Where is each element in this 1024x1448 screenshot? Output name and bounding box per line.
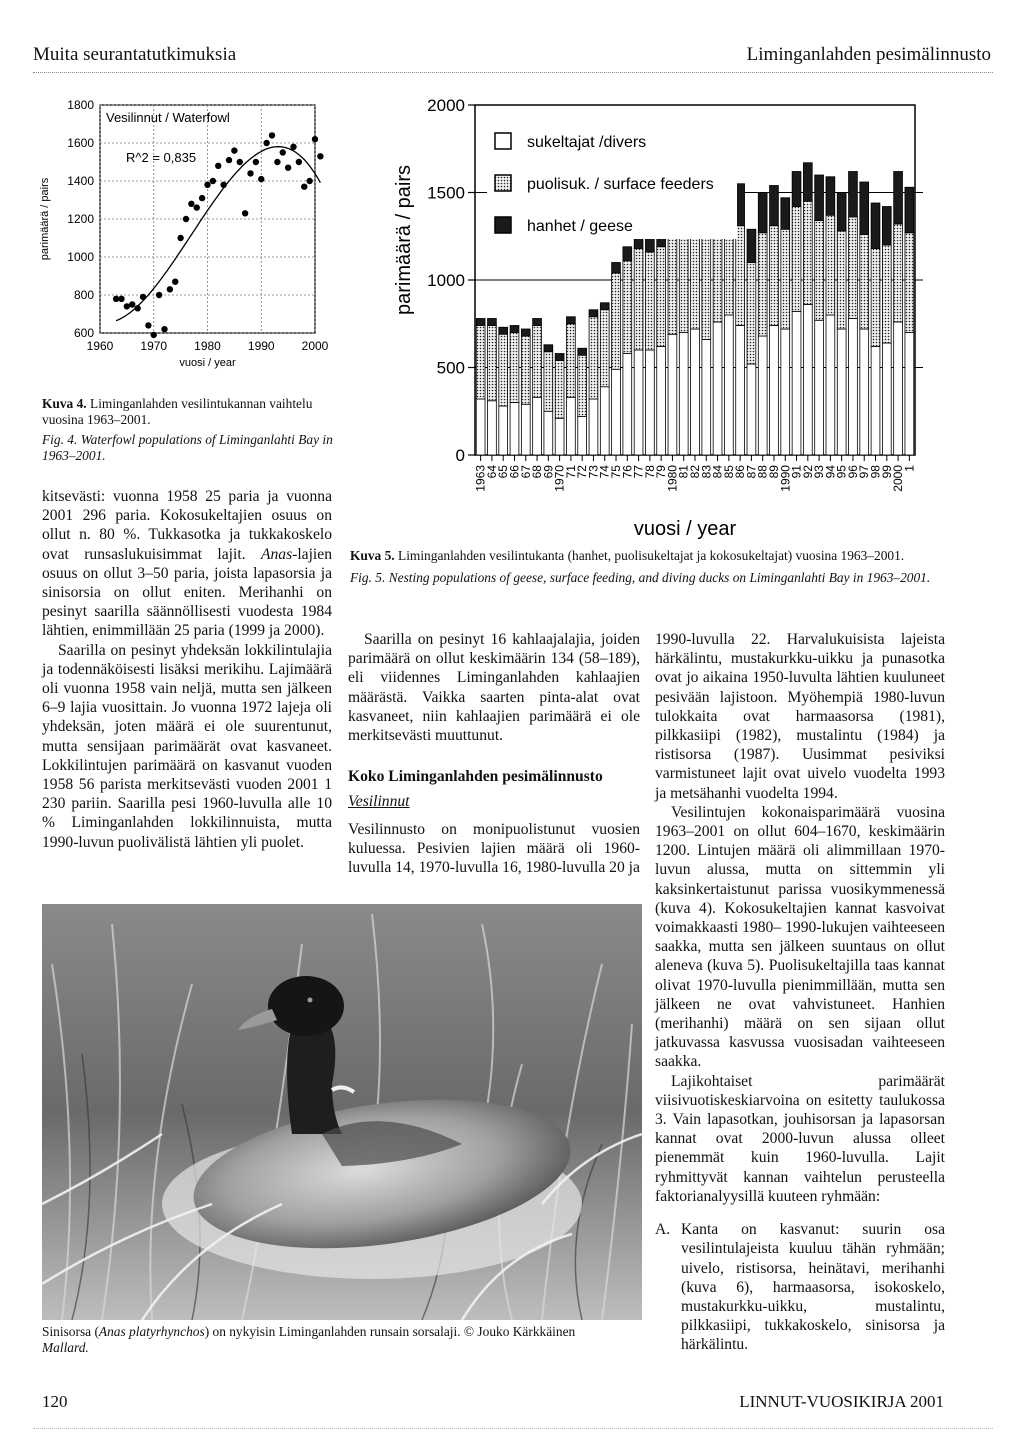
- data-point: [317, 153, 323, 159]
- bar-segment-surface-feeders: [578, 355, 587, 416]
- y-tick-label: 2000: [427, 96, 465, 115]
- data-point: [172, 279, 178, 285]
- bar-segment-geese: [849, 172, 858, 218]
- data-point: [231, 147, 237, 153]
- figure-4-label-fi: Kuva 4.: [42, 396, 87, 411]
- photo-caption: [42, 1324, 642, 1356]
- bar-segment-surface-feeders: [533, 326, 542, 398]
- text-run: -lajien osuus on ollut 3–50 paria, joista lapasorsia ja sinisorsia on ollut eniten. Merihanhi on pesinyt saarilla säännöllisesti vuodesta 1984 lähtien, enimmillään 25 paria (1999 ja 2000).: [42, 545, 332, 640]
- figure-5-label-en: Fig. 5.: [350, 570, 386, 585]
- x-tick-label: 95: [834, 465, 849, 479]
- bar-segment-surface-feeders: [566, 324, 575, 398]
- x-tick-label: 96: [845, 465, 860, 479]
- y-tick-label: 1800: [67, 98, 94, 112]
- data-point: [199, 195, 205, 201]
- x-tick-label: 2000: [891, 465, 906, 492]
- bar-segment-geese: [488, 319, 497, 326]
- legend: [487, 117, 737, 239]
- bar-segment-geese: [555, 354, 564, 361]
- paragraph: Vesilintujen kokonaisparimäärä vuosina 1963–2001 on ollut 604–1670, keskimäärin 1200. Lintujen määrä oli alimmillaan 1970-luvun alussa, mutta on sittemmin yli kaksinkertaistunut parissa vuosikymmenessä (kuva 4). Kokosukeltajien kannat kasvoivat voimakkaasti 1980– 1990-lukujen vaihteeseen saakka, mutta sen jälkeen suuntaus on ollut aleneva (kuva 5). Puolisukeltajilla taas kannat olivat 1970-luvulla pienimmillään, mutta sen jälkeen ne ovat vahvistuneet. Hanhien (merihanhi) määrä on sen sijaan ollut jatkuvassa kasvussa vuosisadan vaihteeseen saakka.: [655, 803, 945, 1071]
- x-tick-label: 91: [789, 465, 804, 479]
- bar-segment-surface-feeders: [837, 231, 846, 329]
- bar-segment-geese: [860, 182, 869, 235]
- species-name: Anas platyrhynchos: [98, 1324, 205, 1339]
- section-title: Koko Liminganlahden pesimälinnusto: [348, 768, 603, 786]
- r-squared-annotation: R^2 = 0,835: [126, 150, 197, 165]
- bar-segment-divers: [713, 322, 722, 455]
- bar-segment-geese: [736, 184, 745, 226]
- bar-segment-surface-feeders: [544, 352, 553, 412]
- data-point: [237, 159, 243, 165]
- bar-segment-surface-feeders: [770, 226, 779, 326]
- bar-segment-geese: [623, 247, 632, 261]
- data-point: [269, 132, 275, 138]
- bar-segment-divers: [623, 354, 632, 456]
- bar-segment-surface-feeders: [871, 249, 880, 347]
- y-axis-label: parimäärä / pairs: [39, 177, 51, 261]
- bar-segment-surface-feeders: [476, 326, 485, 400]
- data-point: [156, 292, 162, 298]
- bar-segment-geese: [476, 319, 485, 326]
- bar-segment-surface-feeders: [702, 238, 711, 340]
- data-point: [188, 201, 194, 207]
- data-point: [312, 136, 318, 142]
- data-point: [285, 165, 291, 171]
- bar-segment-surface-feeders: [781, 229, 790, 329]
- bar-segment-surface-feeders: [882, 245, 891, 343]
- data-point: [220, 182, 226, 188]
- bar-segment-divers: [521, 404, 530, 455]
- bar-segment-geese: [521, 329, 530, 336]
- bar-segment-geese: [826, 177, 835, 216]
- x-tick-label: 1990: [247, 339, 275, 353]
- bar-segment-surface-feeders: [488, 326, 497, 401]
- data-point: [194, 204, 200, 210]
- bar-segment-surface-feeders: [521, 336, 530, 404]
- bar-segment-divers: [691, 329, 700, 455]
- paragraph: Lajikohtaiset parimäärät viisivuotiskeskiarvoina on esitetty taulukossa 3. Vain lapasotkan, jouhisorsan ja lapasorsan kannat ovat 2000-luvun alussa olleet pienemmät kuin 1960-luvulla. Lajit ryhmittyvät kannan vaihtelun perusteella faktorianalyysillä kuuteen ryhmään:: [655, 1072, 945, 1205]
- data-point: [215, 163, 221, 169]
- bar-segment-divers: [600, 387, 609, 455]
- x-tick-label: 76: [620, 465, 635, 479]
- data-point: [301, 184, 307, 190]
- bar-segment-divers: [826, 315, 835, 455]
- data-point: [226, 157, 232, 163]
- bar-segment-divers: [679, 333, 688, 456]
- x-tick-label: 64: [484, 465, 499, 479]
- data-point: [274, 159, 280, 165]
- bar-segment-geese: [781, 198, 790, 230]
- figure-4-caption: [42, 396, 342, 464]
- x-tick-label: 65: [496, 465, 511, 479]
- bar-segment-geese: [792, 172, 801, 207]
- bar-segment-divers: [849, 319, 858, 456]
- figure-5-label-fi: Kuva 5.: [350, 548, 395, 563]
- bar-segment-geese: [566, 317, 575, 324]
- x-tick-label: 86: [733, 465, 748, 479]
- bar-segment-divers: [499, 406, 508, 455]
- x-tick-label: 69: [541, 465, 556, 479]
- x-tick-label: 68: [530, 465, 545, 479]
- bar-segment-surface-feeders: [634, 249, 643, 351]
- chart-title: Vesilinnut / Waterfowl: [106, 110, 230, 125]
- text-run: ) on nykyisin Liminganlahden runsain sorsalaji. © Jouko Kärkkäinen: [204, 1324, 576, 1339]
- y-tick-label: 800: [73, 288, 94, 302]
- x-tick-label: 1970: [140, 339, 168, 353]
- bar-segment-divers: [871, 347, 880, 456]
- x-tick-label: 87: [744, 465, 759, 479]
- bar-segment-surface-feeders: [600, 310, 609, 387]
- bar-segment-geese: [589, 310, 598, 317]
- data-point: [161, 326, 167, 332]
- x-tick-label: 73: [586, 465, 601, 479]
- figure-4-caption-fi: Liminganlahden vesilintukannan vaihtelu vuosina 1963–2001.: [42, 396, 313, 427]
- bar-segment-geese: [510, 326, 519, 333]
- x-tick-label: 67: [518, 465, 533, 479]
- bar-segment-divers: [860, 329, 869, 455]
- bar-segment-surface-feeders: [589, 317, 598, 399]
- bar-segment-surface-feeders: [657, 247, 666, 347]
- data-point: [177, 235, 183, 241]
- x-tick-label: 93: [812, 465, 827, 479]
- x-tick-label: 89: [766, 465, 781, 479]
- column-1-text: [42, 487, 332, 852]
- bar-segment-surface-feeders: [803, 201, 812, 304]
- bar-segment-geese: [837, 193, 846, 232]
- x-tick-label: 83: [699, 465, 714, 479]
- legend-surface-feeders-swatch: [495, 175, 511, 191]
- x-tick-label: 74: [597, 465, 612, 479]
- bar-segment-divers: [792, 312, 801, 456]
- data-point: [151, 332, 157, 338]
- data-point: [247, 170, 253, 176]
- data-point: [145, 322, 151, 328]
- bar-segment-divers: [702, 340, 711, 456]
- bar-segment-divers: [657, 347, 666, 456]
- bar-segment-surface-feeders: [849, 217, 858, 319]
- bar-segment-divers: [668, 334, 677, 455]
- data-point: [306, 178, 312, 184]
- data-point: [290, 144, 296, 150]
- legend-surface-feeders-label: puolisuk. / surface feeders: [527, 176, 714, 193]
- y-axis-label: parimäärä / pairs: [393, 164, 415, 316]
- x-tick-label: 99: [879, 465, 894, 479]
- y-tick-label: 1600: [67, 136, 94, 150]
- x-tick-label: 1963: [473, 465, 488, 492]
- data-point: [242, 210, 248, 216]
- y-tick-label: 0: [455, 446, 465, 465]
- data-point: [258, 176, 264, 182]
- bar-segment-surface-feeders: [792, 207, 801, 312]
- x-tick-label: 1980: [194, 339, 221, 353]
- x-tick-label: 88: [755, 465, 770, 479]
- x-tick-label: 92: [800, 465, 815, 479]
- bar-segment-surface-feeders: [555, 361, 564, 419]
- genus-name: Anas: [260, 545, 293, 563]
- bar-segment-surface-feeders: [499, 334, 508, 406]
- bar-segment-geese: [499, 327, 508, 334]
- text-run: Sinisorsa (: [42, 1324, 99, 1339]
- x-tick-label: 82: [688, 465, 702, 479]
- list-marker: A.: [655, 1221, 671, 1239]
- figure-5-caption: [350, 548, 950, 586]
- bar-segment-divers: [634, 350, 643, 455]
- x-tick-label: 97: [857, 465, 872, 479]
- bar-segment-surface-feeders: [815, 221, 824, 321]
- bar-segment-surface-feeders: [623, 261, 632, 354]
- bar-segment-geese: [544, 345, 553, 352]
- bar-segment-surface-feeders: [758, 233, 767, 336]
- bar-segment-surface-feeders: [679, 235, 688, 333]
- x-axis-label: vuosi / year: [179, 357, 236, 369]
- x-tick-label: 79: [654, 465, 669, 479]
- figure-5-caption-en: Nesting populations of geese, surface feeding, and diving ducks on Liminganlahti Bay in 1963–2001.: [388, 570, 931, 585]
- bar-segment-geese: [894, 172, 903, 225]
- legend-divers-label: sukeltajat /divers: [527, 134, 647, 151]
- data-point: [296, 159, 302, 165]
- bar-segment-geese: [815, 175, 824, 221]
- bar-segment-divers: [781, 329, 790, 455]
- bar-segment-divers: [544, 411, 553, 455]
- bar-segment-surface-feeders: [612, 273, 621, 369]
- footer-rule: [33, 1428, 993, 1429]
- bar-segment-divers: [837, 329, 846, 455]
- bar-segment-divers: [578, 417, 587, 456]
- bar-segment-divers: [758, 336, 767, 455]
- x-tick-label: 94: [823, 465, 838, 479]
- paragraph: Saarilla on pesinyt yhdeksän lokkilintulajia ja todennäköisesti lisäksi merikihu. Lajimäärä oli vuonna 1958 vain neljä, mutta sen jälkeen 6–9 lajia vuosittain. Jo vuonna 1972 lajeja oli yhdeksän, joten määrä ei ole suurentunut, mutta sensijaan parimäärät ovat kasvaneet. Lokkilintujen parimäärä on kasvanut vuoden 1958 56 parista merkitsevästi vuoden 2001 1 230 pariin. Saarilla pesi 1960-luvulla alle 10 % Liminganlahden lokkilinnuista, mutta 1990-luvun puolivälistä lähtien yli puolet.: [42, 641, 332, 851]
- bar-segment-geese: [882, 207, 891, 246]
- bar-segment-divers: [589, 399, 598, 455]
- bar-segment-geese: [578, 348, 587, 355]
- figure-4-chart: [30, 95, 360, 385]
- list-item-a: [655, 1220, 945, 1354]
- data-point: [129, 301, 135, 307]
- y-tick-label: 500: [436, 358, 465, 378]
- bar-segment-divers: [645, 350, 654, 455]
- x-tick-label: 2000: [301, 339, 329, 353]
- bar-segment-divers: [770, 326, 779, 456]
- x-tick-label: 1970: [552, 465, 567, 492]
- bar-segment-divers: [533, 397, 542, 455]
- x-tick-label: 1: [902, 465, 917, 472]
- running-header-left: Muita seurantatutkimuksia: [33, 44, 237, 65]
- bar-segment-surface-feeders: [668, 229, 677, 334]
- data-point: [134, 305, 140, 311]
- legend-geese-swatch: [495, 217, 511, 233]
- x-tick-label: 1990: [778, 465, 793, 492]
- paragraph: [42, 487, 332, 641]
- bar-segment-divers: [476, 399, 485, 455]
- journal-title: LINNUT-VUOSIKIRJA 2001: [739, 1392, 944, 1411]
- bar-segment-surface-feeders: [747, 263, 756, 365]
- mallard-photo: [42, 904, 642, 1320]
- header-rule: [33, 72, 993, 73]
- bar-segment-surface-feeders: [905, 233, 914, 333]
- x-tick-label: 72: [575, 465, 590, 479]
- bar-segment-geese: [533, 319, 542, 326]
- x-axis-label: vuosi / year: [633, 518, 737, 540]
- bar-segment-geese: [758, 193, 767, 233]
- paragraph: Saarilla on pesinyt 16 kahlaajalajia, joiden parimäärä on ollut keskimäärin 134 (58–189), eli viidennes Liminganlahden kahlaajien määrästä. Vaikka saarten pinta-alat ovat kasvaneet, niin kahlaajien parimäärä ei ole merkitsevästi muuttunut.: [348, 631, 640, 745]
- bar-segment-divers: [803, 305, 812, 456]
- x-tick-label: 77: [631, 465, 646, 479]
- bar-segment-surface-feeders: [645, 252, 654, 350]
- y-tick-label: 1500: [427, 183, 465, 203]
- bar-segment-divers: [736, 326, 745, 456]
- x-tick-label: 85: [721, 465, 736, 479]
- running-header-right: Liminganlahden pesimälinnusto: [746, 44, 991, 65]
- y-tick-label: 1200: [67, 212, 94, 226]
- x-tick-label: 98: [868, 465, 883, 479]
- figure-5-caption-fi: Liminganlahden vesilintukanta (hanhet, puolisukeltajat ja kokosukeltajat) vuosina 1963–2001.: [398, 548, 905, 563]
- bar-segment-surface-feeders: [826, 215, 835, 315]
- page-number: 120: [42, 1392, 68, 1411]
- paragraph: 1990-luvulla 22. Harvalukuisista lajeista härkälintu, mustakurkku-uikku ja punasotka ovat jo aikaina 1950-luvulta lähtien kuuluneet pesivään lajistoon. Myöhempiä 1980-luvun tulokkaita ovat harmaasorsa (1981), pilkkasiipi (1982), mustalintu (1984) ja ristisorsa (1987). Uusimmat pesiviksi varmistuneet lajit ovat uivelo vuodelta 1993 ja metsähanhi vuodelta 1994.: [655, 631, 945, 802]
- data-point: [263, 140, 269, 146]
- bar-segment-divers: [566, 397, 575, 455]
- bar-segment-geese: [803, 163, 812, 202]
- bar-segment-divers: [724, 315, 733, 455]
- column-2-text: [348, 630, 640, 877]
- data-point: [118, 296, 124, 302]
- subsection-title: Vesilinnut: [348, 793, 410, 811]
- photo-caption-en: Mallard.: [42, 1340, 89, 1355]
- bar-segment-surface-feeders: [860, 235, 869, 330]
- bar-segment-divers: [882, 343, 891, 455]
- legend-divers-swatch: [495, 133, 511, 149]
- y-tick-label: 1400: [67, 174, 94, 188]
- y-tick-label: 600: [73, 326, 94, 340]
- text-run: kitsevästi: vuonna 1958 25 paria ja vuonna 2001 296 paria. Kokosukeltajien osuus on ollut n. 80 %. Tukkasotka ja tukkakoskelo ovat runsaslukuisimmat lajit.: [42, 488, 332, 563]
- data-point: [183, 216, 189, 222]
- data-point: [210, 178, 216, 184]
- x-tick-label: 66: [507, 465, 522, 479]
- bar-segment-divers: [894, 322, 903, 455]
- bar-segment-divers: [815, 320, 824, 455]
- paragraph: Vesilinnusto on monipuolistunut vuosien kuluessa. Pesivien lajien määrä oli 1960-luvulla 14, 1970-luvulla 16, 1980-luvulla 20 ja: [348, 820, 640, 877]
- legend-geese-label: hanhet / geese: [527, 218, 633, 235]
- bar-segment-divers: [488, 401, 497, 455]
- data-point: [204, 182, 210, 188]
- data-point: [140, 294, 146, 300]
- bar-segment-divers: [905, 333, 914, 456]
- data-point: [280, 149, 286, 155]
- x-tick-label: 75: [609, 465, 624, 479]
- bar-segment-divers: [747, 364, 756, 455]
- x-tick-label: 78: [642, 465, 657, 479]
- x-tick-label: 84: [710, 465, 725, 479]
- x-tick-label: 1980: [665, 465, 680, 492]
- y-tick-label: 1000: [427, 271, 465, 290]
- list-text: Kanta on kasvanut: suurin osa vesilintulajeista kuuluu tähän ryhmään; uivelo, ristisorsa, heinätavi, merihanhi (kuva 6), harmaasorsa, isokoskelo, mustakurkku-uikku, mustalintu, pilkkasiipi, tukkakoskelo, sinisorsa ja härkälintu.: [681, 1221, 945, 1354]
- x-tick-label: 81: [676, 465, 691, 479]
- bar-segment-geese: [612, 263, 621, 274]
- bar-segment-divers: [612, 369, 621, 455]
- bar-segment-divers: [510, 403, 519, 456]
- bar-segment-surface-feeders: [736, 226, 745, 326]
- figure-4-label-en: Fig. 4.: [42, 432, 78, 447]
- data-point: [167, 286, 173, 292]
- x-tick-label: 1960: [86, 339, 114, 353]
- column-3-text: [655, 630, 945, 1355]
- bar-segment-geese: [871, 203, 880, 249]
- data-point: [253, 159, 259, 165]
- bar-segment-geese: [747, 229, 756, 262]
- bar-segment-geese: [600, 303, 609, 310]
- figure-5-chart: [380, 95, 940, 545]
- bar-segment-geese: [905, 187, 914, 233]
- bar-segment-surface-feeders: [894, 224, 903, 322]
- bar-segment-geese: [770, 186, 779, 226]
- figure-4-caption-en: Waterfowl populations of Liminganlahti Bay in 1963–2001.: [42, 432, 333, 463]
- bar-segment-divers: [555, 418, 564, 455]
- bar-segment-surface-feeders: [510, 333, 519, 403]
- y-tick-label: 1000: [67, 250, 94, 264]
- x-tick-label: 71: [563, 465, 578, 479]
